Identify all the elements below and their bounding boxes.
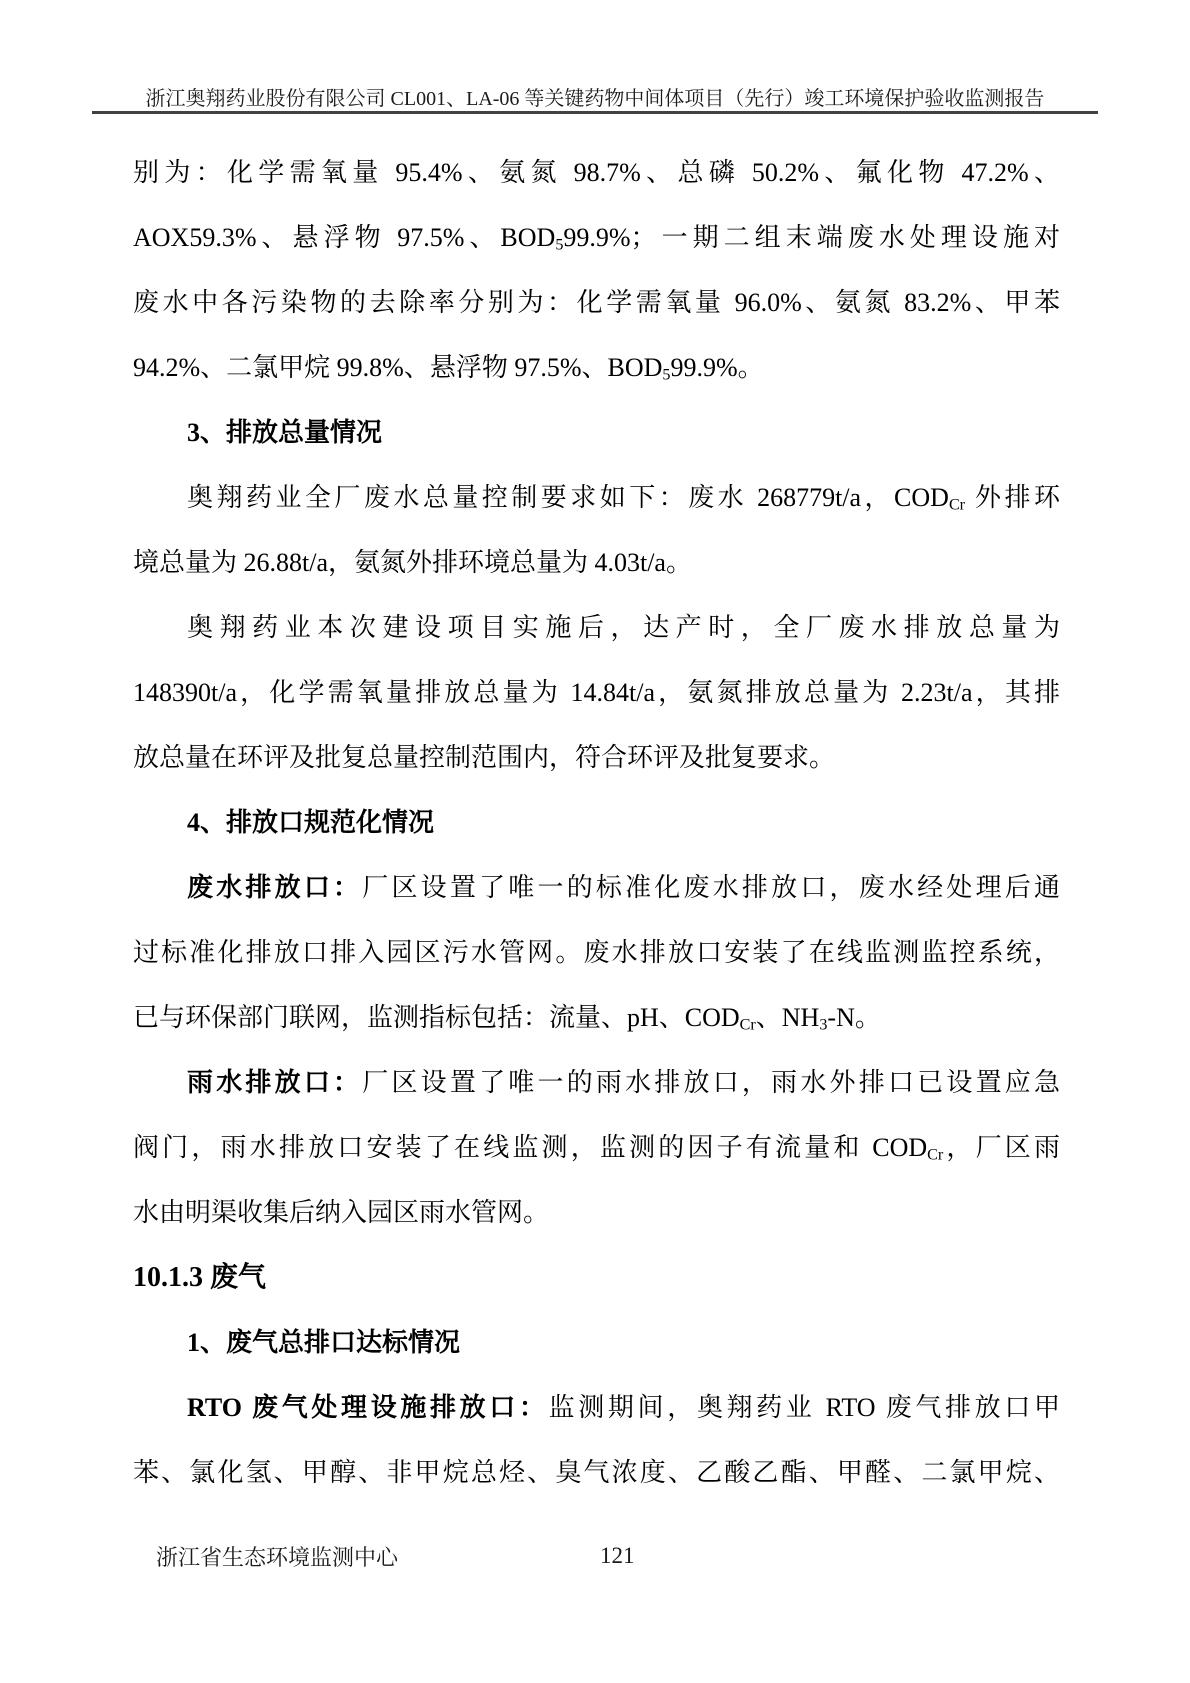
text-segment: 148390t/a，化学需氧量排放总量为 14.84t/a，氨氮排放总量为 2.23t/a，其排 (133, 678, 1060, 707)
text-segment: 别为：化学需氧量 95.4%、氨氮 98.7%、总磷 50.2%、氟化物 47.2%、 (133, 158, 1060, 187)
bold-lead-text: RTO 废气处理设施排放口： (187, 1393, 549, 1422)
text-segment: 厂区设置了唯一的雨水排放口，雨水外排口已设置应急 (362, 1068, 1060, 1097)
text-line (133, 1115, 1060, 1180)
document-lines (133, 140, 1060, 1505)
bold-lead-text: 废水排放口： (187, 873, 363, 902)
text-line (133, 855, 1060, 920)
text-segment: 奥翔药业本次建设项目实施后，达产时，全厂废水排放总量为 (187, 613, 1060, 642)
text-line (133, 660, 1060, 725)
text-line (133, 205, 1060, 270)
text-segment: 、NH (755, 1003, 820, 1032)
text-segment: 10.1.3 废气 (133, 1262, 267, 1293)
header-rule (92, 111, 1098, 114)
subscript-text: Cr (948, 496, 966, 514)
text-line (133, 985, 1060, 1050)
text-line (133, 1440, 1060, 1505)
text-segment: -N。 (827, 1003, 881, 1032)
page-header-title: 浙江奥翔药业股份有限公司 CL001、LA-06 等关键药物中间体项目（先行）竣工环境保护验收监测报告 (145, 88, 1045, 110)
subscript-text: 5 (662, 366, 671, 384)
text-segment: 过标准化排放口排入园区污水管网。废水排放口安装了在线监测监控系统， (133, 938, 1060, 967)
text-line (133, 140, 1060, 205)
text-segment: 3、排放总量情况 (187, 418, 383, 447)
text-segment: 监测期间，奥翔药业 RTO 废气排放口甲 (548, 1393, 1060, 1422)
text-segment: AOX59.3%、悬浮物 97.5%、BOD (133, 223, 556, 252)
heading-line (133, 1310, 1060, 1375)
text-segment: 99.9%。 (670, 353, 764, 382)
text-segment: 4、排放口规范化情况 (187, 808, 435, 837)
text-segment: 苯、氯化氢、甲醇、非甲烷总烃、臭气浓度、乙酸乙酯、甲醛、二氯甲烷、 (133, 1458, 1060, 1487)
subscript-text: Cr (927, 1146, 944, 1164)
bold-lead-text: 雨水排放口： (187, 1068, 363, 1097)
footer-page-number: 121 (600, 1543, 635, 1568)
text-segment: 放总量在环评及批复总量控制范围内，符合环评及批复要求。 (133, 743, 836, 772)
text-segment: 境总量为 26.88t/a，氨氮外排环境总量为 4.03t/a。 (133, 548, 692, 577)
text-line (133, 1180, 1060, 1245)
text-segment: 奥翔药业全厂废水总量控制要求如下：废水 268779t/a，COD (187, 483, 949, 512)
text-line (133, 465, 1060, 530)
subscript-text: Cr (739, 1016, 756, 1034)
text-segment: 已与环保部门联网，监测指标包括：流量、pH、COD (133, 1003, 740, 1032)
heading-line (133, 400, 1060, 465)
text-line (133, 335, 1060, 400)
text-segment: 厂区设置了唯一的标准化废水排放口，废水经处理后通 (362, 873, 1060, 902)
subscript-text: 5 (555, 236, 564, 254)
heading-line (133, 1245, 1060, 1310)
text-segment: 99.9%；一期二组末端废水处理设施对 (563, 223, 1060, 252)
heading-line (133, 790, 1060, 855)
text-segment: 水由明渠收集后纳入园区雨水管网。 (133, 1198, 550, 1227)
text-line (133, 725, 1060, 790)
text-segment: 外排环 (965, 483, 1060, 512)
subscript-text: 3 (819, 1016, 828, 1034)
text-line (133, 270, 1060, 335)
text-segment: ，厂区雨 (943, 1133, 1060, 1162)
text-line (133, 1050, 1060, 1115)
text-line (133, 530, 1060, 595)
footer-organization: 浙江省生态环境监测中心 (156, 1545, 399, 1570)
text-line (133, 595, 1060, 660)
text-segment: 1、废气总排口达标情况 (187, 1328, 461, 1357)
text-segment: 94.2%、二氯甲烷 99.8%、悬浮物 97.5%、BOD (133, 353, 663, 382)
text-segment: 阀门，雨水排放口安装了在线监测，监测的因子有流量和 COD (133, 1133, 928, 1162)
text-segment: 废水中各污染物的去除率分别为：化学需氧量 96.0%、氨氮 83.2%、甲苯 (133, 288, 1060, 317)
text-line (133, 920, 1060, 985)
text-line (133, 1375, 1060, 1440)
